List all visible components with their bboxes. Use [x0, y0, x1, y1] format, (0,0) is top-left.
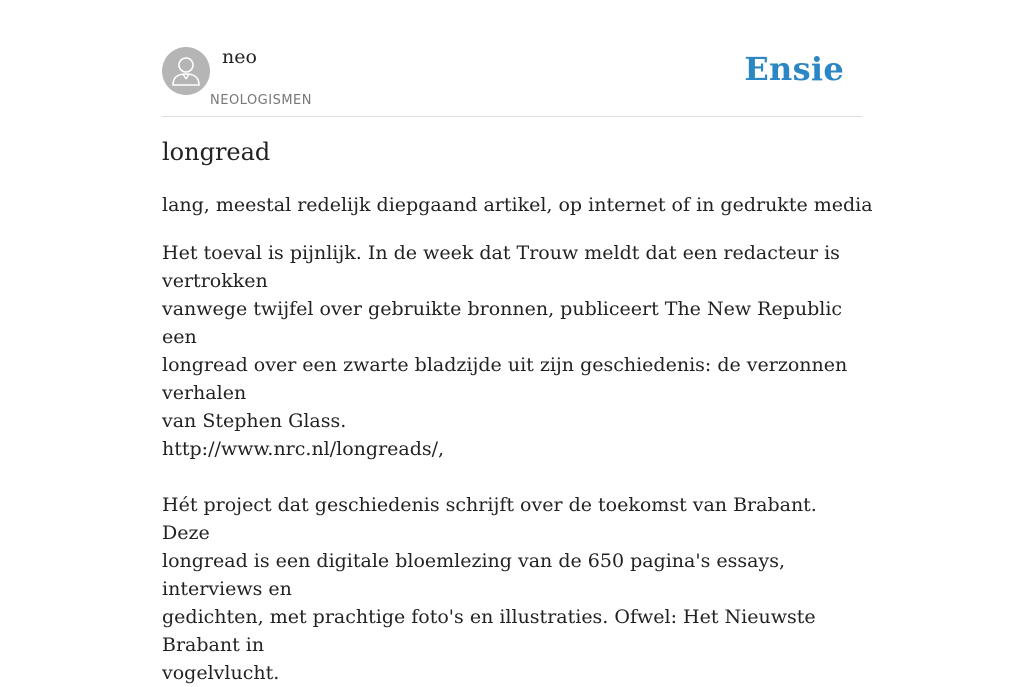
- example-line: vogelvlucht.: [162, 662, 280, 684]
- page-container: [162, 0, 873, 684]
- category-link[interactable]: NEOLOGISMEN: [210, 93, 312, 108]
- ensie-logo-link[interactable]: Ensie: [744, 50, 844, 88]
- author-name-link[interactable]: neo: [222, 46, 257, 68]
- entry-term: longread: [162, 138, 271, 166]
- user-avatar-icon[interactable]: [162, 47, 210, 95]
- entry-examples: [162, 239, 864, 687]
- example-line: van Stephen Glass.: [162, 410, 347, 432]
- example-line: gedichten, met prachtige foto's en illustraties. Ofwel: Het Nieuwste Brabant in: [162, 606, 816, 656]
- entry-header: [162, 0, 862, 117]
- example-source: http://www.nrc.nl/longreads/,: [162, 438, 445, 460]
- example-line: vanwege twijfel over gebruikte bronnen, publiceert The New Republic een: [162, 298, 843, 348]
- example-line: Het toeval is pijnlijk. In de week dat Trouw meldt dat een redacteur is vertrokken: [162, 242, 840, 292]
- example-line: Hét project dat geschiedenis schrijft over de toekomst van Brabant. Deze: [162, 494, 817, 544]
- example-spacer: [162, 463, 864, 491]
- example-line: longread is een digitale bloemlezing van de 650 pagina's essays, interviews en: [162, 550, 785, 600]
- example-line: longread over een zwarte bladzijde uit zijn geschiedenis: de verzonnen verhalen: [162, 354, 848, 404]
- entry-definition: lang, meestal redelijk diepgaand artikel, op internet of in gedrukte media: [162, 194, 873, 216]
